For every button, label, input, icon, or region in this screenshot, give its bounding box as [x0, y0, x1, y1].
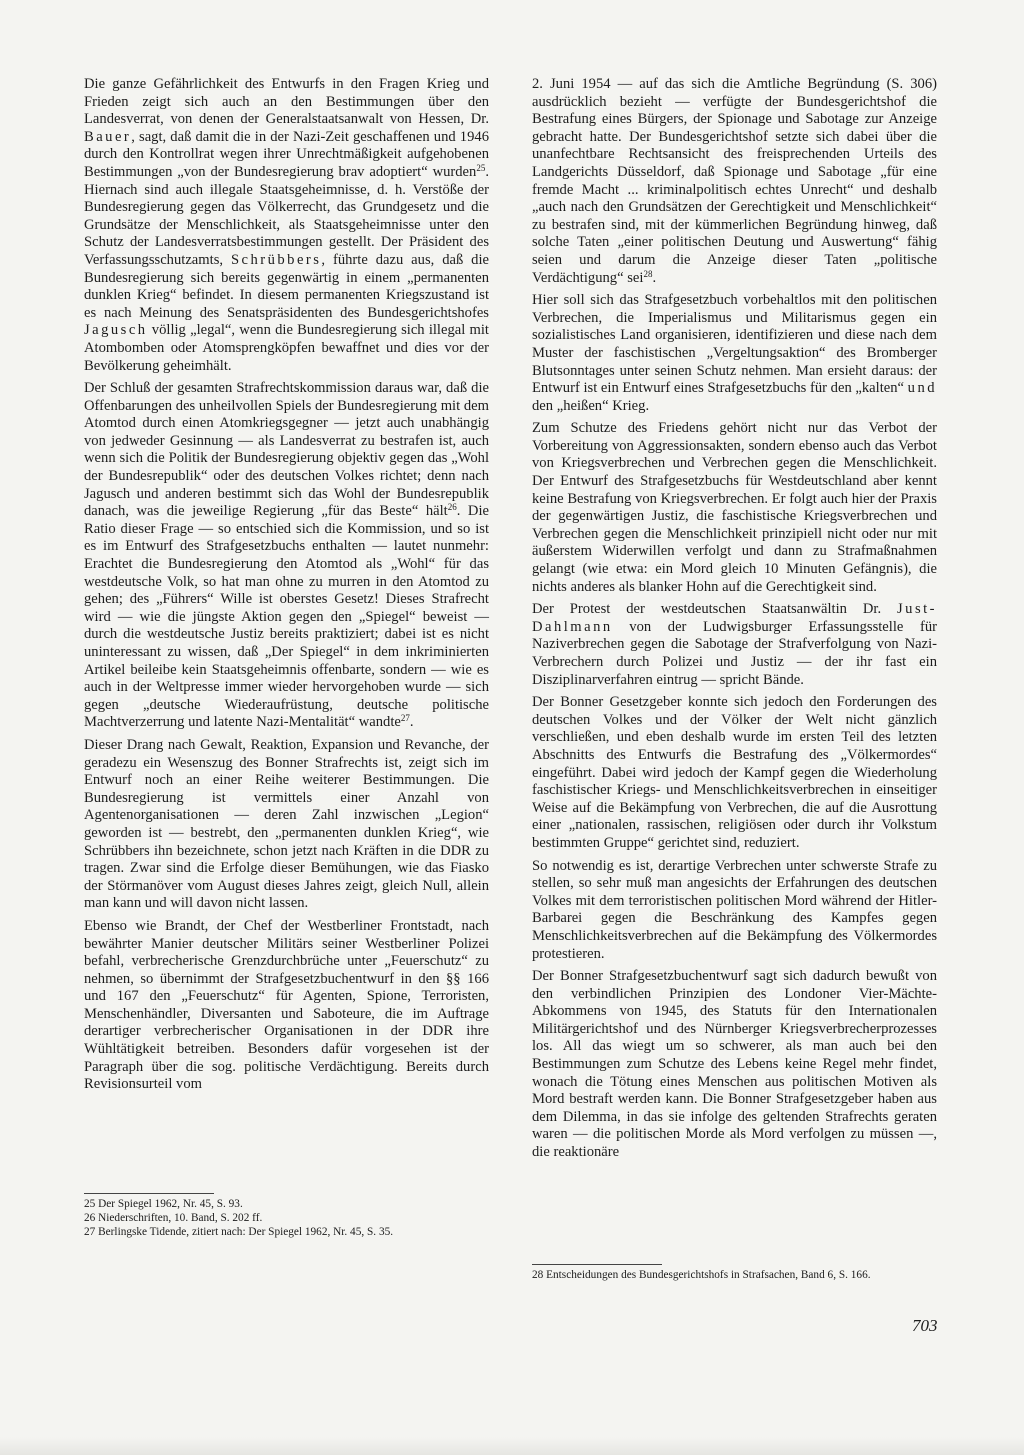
paragraph: Hier soll sich das Strafgesetzbuch vorbehaltlos mit den politischen Verbrechen, die Imperialismus und Militarismus gegen ein sozialistisches Land organisieren, identifizieren und diese nach dem Muster der faschistischen „Vergeltungsaktion“ des Bromberger Blutsonntages unter seinen Schutz nehmen. Man ersieht daraus: der Entwurf ist ein Entwurf eines Strafgesetzbuchs für den „kalten“ und den „heißen“ Krieg.: [532, 292, 938, 414]
footnote-rule: [84, 1193, 214, 1194]
paragraph: Der Schluß der gesamten Strafrechtskommission daraus war, daß die Offenbarungen des unheilvollen Spiels der Bundesregierung mit dem Atomtod durch einen Atomkriegsgegner — jetzt auch unabhängig von jedweder Gesinnung — als Landesverrat zu bestrafen ist, auch wenn sich die Politik der Bundesregierung objektiv gegen das „Wohl der Bundesrepublik“ oder des deutschen Volkes richtet; denn nach Jagusch und anderen bestimmt sich das Wohl der Bundesrepublik danach, was die jeweilige Regierung „für das Beste“ hält$^{26}$. Die Ratio dieser Frage — so entschied sich die Kommission, und so ist es im Entwurf des Strafgesetzbuchs enthalten — lautet nunmehr: Erachtet die Bundesregierung den Atomtod als „Wohl“ für das westdeutsche Volk, so hat man ohne zu murren in den Atomtod zu gehen; des „Führers“ Wille ist oberstes Gesetz! Dieses Strafrecht wird — wie die jüngste Aktion gegen den „Spiegel“ beweist — durch die westdeutsche Justiz bereits praktiziert; dabei ist es nicht uninteressant zu wissen, daß „Der Spiegel“ in dem inkriminierten Artikel beileibe kein Staatsgeheimnis offenbarte, sondern — wie es auch in der Weltpresse immer wieder hervorgehoben wurde — sich gegen „deutsche Wiederaufrüstung, deutsche politische Machtverzerrung und latente Nazi-Mentalität“ wandte$^{27}$.: [84, 380, 489, 731]
footnotes-right: [532, 1264, 937, 1282]
left-column: [84, 76, 489, 1099]
paragraph: 2. Juni 1954 — auf das sich die Amtliche Begründung (S. 306) ausdrücklich bezieht — verfügte der Bundesgerichtshof die Bestrafung eines Bürgers, der Spionage und Sabotage zur Anzeige gebracht hatte. Der Bundesgerichtshof setzte sich dabei über die unanfechtbare Rechtsansicht des freisprechenden Urteils des Landgerichts Düsseldorf, daß Spionage und Sabotage „für eine fremde Macht ... kriminalpolitisch echtes Unrecht“ und deshalb „auch nach den Grundsätzen der Gerechtigkeit und Menschlichkeit“ zu bestrafen sind, mit der kümmerlichen Begründung hinweg, daß solche Taten „einer politischen Deutung und Auswertung“ fähig seien und darum die Anzeige dieser Taten „politische Verdächtigung“ sei$^{28}$.: [532, 76, 937, 286]
footnote: 26 Niederschriften, 10. Band, S. 202 ff.: [84, 1212, 263, 1224]
footnote-rule: [532, 1264, 662, 1265]
footnote-ref: 26: [447, 502, 457, 513]
right-column: [532, 76, 937, 1167]
footnote: 28 Entscheidungen des Bundesgerichtshofs in Strafsachen, Band 6, S. 166.: [532, 1269, 871, 1281]
paragraph: Der Bonner Strafgesetzbuchentwurf sagt sich dadurch bewußt von den verbindlichen Prinzipien des Londoner Vier-Mächte-Abkommens von 1945, des Statuts für den Internationalen Militärgerichtshof und des Nürnberger Kriegsverbrecherprozesses los. All das wiegt um so schwerer, als man auch bei den Bestimmungen zum Schutze des Lebens keine Regel mehr findet, wonach die Tötung eines Menschen aus politischen Motiven als Mord bestraft werden kann. Die Bonner Strafgesetzgeber haben aus dem Dilemma, in das sie infolge des geltenden Strafrechts geraten waren — die politischen Morde als Mord verfolgen zu müssen —, die reaktionäre: [532, 968, 937, 1161]
paragraph: Zum Schutze des Friedens gehört nicht nur das Verbot der Vorbereitung von Aggressionsakten, sondern ebenso auch das Verbot von Kriegsverbrechen und Verbrechen gegen die Menschlichkeit. Der Entwurf des Strafgesetzbuchs für Westdeutschland aber kennt keine Bestrafung von Kriegsverbrechen. Er folgt auch hier der Praxis der gegenwärtigen Justiz, die faschistische Kriegsverbrechen und Verbrechen gegen die Menschlichkeit prinzipiell nicht oder nur mit äußerstem Widerwillen verfolgt und dann zu Strafmaßnahmen gelangt (wie etwa: ein Mord gleich 10 Minuten Gefängnis), die nichts anderes als blanker Hohn auf die Gerechtigkeit sind.: [532, 420, 937, 595]
paragraph: Der Bonner Gesetzgeber konnte sich jedoch den Forderungen des deutschen Volkes und der Völker der Welt nicht gänzlich verschließen, und eben deshalb wurde im ersten Teil des letzten Abschnitts des Entwurfs die Bestrafung des „Völkermordes“ eingeführt. Dabei wird jedoch der Kampf gegen die Wiederholung faschistischer Kriegs- und Menschlichkeitsverbrechen in einseitiger Weise auf die Bekämpfung von Verbrechen, die auf die Ausrottung einer „nationalen, rassischen, religiösen oder durch ihr Volkstum bestimmten Gruppe“ gerichtet sind, reduziert.: [532, 694, 937, 851]
paragraph: So notwendig es ist, derartige Verbrechen unter schwerste Strafe zu stellen, so sehr muß man angesichts der Erfahrungen des deutschen Volkes mit dem terroristischen politischen Mord während der Hitler-Barbarei gegen die Beschränkung des Kampfes gegen Menschlichkeitsverbrechen auf die Bekämpfung des Völkermordes protestieren.: [532, 857, 937, 962]
footnote: 25 Der Spiegel 1962, Nr. 45, S. 93.: [84, 1198, 243, 1210]
footnotes-left: [84, 1193, 489, 1239]
footnote-ref: 28: [643, 268, 653, 279]
footnote: 27 Berlingske Tidende, zitiert nach: Der Spiegel 1962, Nr. 45, S. 35.: [84, 1226, 394, 1238]
paragraph: Der Protest der westdeutschen Staatsanwältin Dr. Just-Dahlmann von der Ludwigsburger Erfassungsstelle für Naziverbrechen gegen die Sabotage der Strafverfolgung von Nazi-Verbrechern durch Polizei und Justiz — der ihr fast ein Disziplinarverfahren eintrug — spricht Bände.: [532, 601, 937, 688]
paragraph: Dieser Drang nach Gewalt, Reaktion, Expansion und Revanche, der geradezu ein Wesenszug des Bonner Strafrechts ist, zeigt sich im Entwurf noch an einer Reihe weiterer Bestimmungen. Die Bundesregierung ist vermittels einer Anzahl von Agentenorganisationen — deren Zahl inzwischen „Legion“ geworden ist — bestrebt, den „permanenten dunklen Krieg“, wie Schrübbers ihn bezeichnete, schon jetzt nach Kräften in die DDR zu tragen. Zwar sind die Erfolge dieser Bemühungen, wie das Fiasko der Störmanöver vom August dieses Jahres zeigt, gleich Null, allein man kann und will davon nicht lassen.: [84, 736, 489, 912]
paragraph: Ebenso wie Brandt, der Chef der Westberliner Frontstadt, nach bewährter Manier deutscher Militärs seiner Westberliner Polizei befahl, verbrecherische Grenzdurchbrüche unter „Feuerschutz“ zu nehmen, so übernimmt der Strafgesetzbuchentwurf in den §§ 166 und 167 den „Feuerschutz“ für Agenten, Spione, Terroristen, Menschenhändler, Diversanten und Saboteure, die im Auftrage derartiger verbrecherischer Organisationen in der DDR ihre Wühltätigkeit betreiben. Besonders dafür vorgesehen ist der Paragraph über die sog. politische Verdächtigung. Bereits durch Revisionsurteil vom: [84, 917, 489, 1093]
page-number: 703: [912, 1316, 938, 1335]
footnote-ref: 27: [400, 713, 410, 724]
footnote-ref: 25: [476, 162, 486, 173]
paragraph: Die ganze Gefährlichkeit des Entwurfs in den Fragen Krieg und Frieden zeigt sich auch an den Bestimmungen über den Landesverrat, von denen der Generalstaatsanwalt von Hessen, Dr. Bauer, sagt, daß damit die in der Nazi-Zeit geschaffenen und 1946 durch den Kontrollrat wegen ihrer Unrechtmäßigkeit aufgehobenen Bestimmungen „von der Bundesregierung brav adoptiert“ wurden$^{25}$. Hiernach sind auch illegale Staatsgeheimnisse, d. h. Verstöße der Bundesregierung gegen das Völkerrecht, das Grundgesetz und die Grundsätze der Menschlichkeit, als Staatsgeheimnisse unter den Schutz der Landesverratsbestimmungen gestellt. Der Präsident des Verfassungsschutzamts, Schrübbers, führte dazu aus, daß die Bundesregierung sich bereits gegenwärtig in einem „permanenten dunklen Krieg“ befindet. In diesem permanenten Kriegszustand ist es nach Meinung des Senatspräsidenten des Bundesgerichtshofes Jagusch völlig „legal“, wenn die Bundesregierung sich illegal mit Atombomben oder Atomsprengköpfen bewaffnet und dies vor der Bevölkerung geheimhält.: [84, 76, 489, 374]
page-edge: [0, 1437, 1024, 1455]
